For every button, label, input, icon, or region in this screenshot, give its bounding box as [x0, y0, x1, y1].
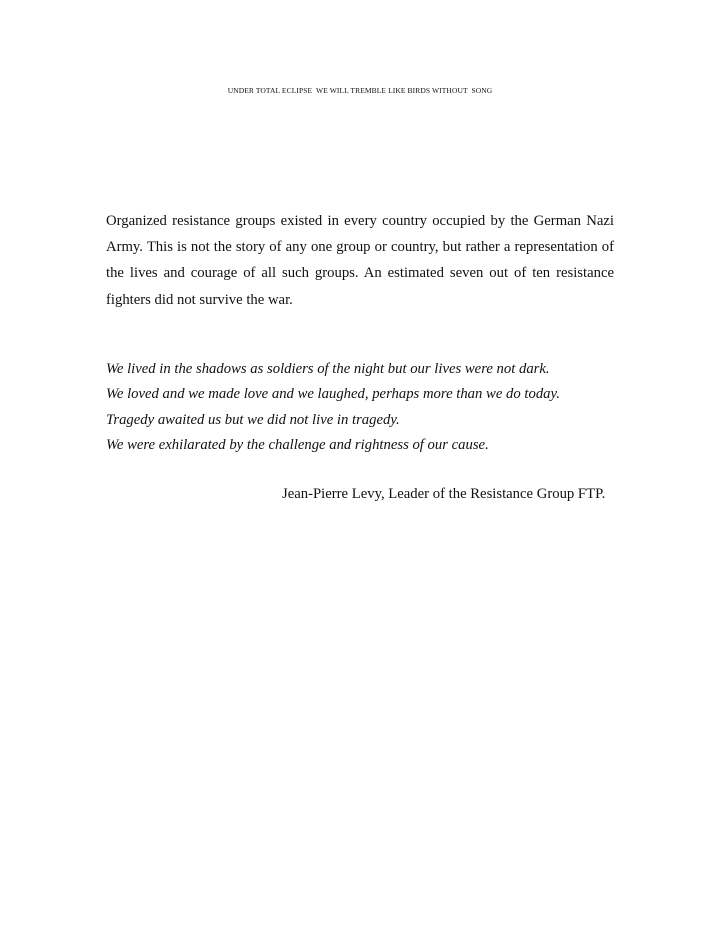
running-header: UNDER TOTAL ECLIPSE WE WILL TREMBLE LIKE BIRDS WITHOUT SONG — [227, 86, 493, 95]
quote-line: Tragedy awaited us but we did not live in tragedy. — [106, 411, 400, 428]
quote-attribution: Jean-Pierre Levy, Leader of the Resistance Group FTP. — [282, 486, 606, 502]
quote-line: We were exhilarated by the challenge and rightness of our cause. — [106, 436, 489, 453]
epigraph-quote — [106, 357, 626, 458]
quote-line: We loved and we made love and we laughed, perhaps more than we do today. — [106, 386, 560, 403]
quote-line: We lived in the shadows as soldiers of the night but our lives were not dark. — [106, 361, 550, 377]
intro-paragraph: Organized resistance groups existed in every country occupied by the German Nazi Army. This is not the story of any one group or country, but rather a representation of the lives and courage of all such groups. An estimated seven out of ten resistance fighters did not survive the war. — [106, 213, 614, 308]
